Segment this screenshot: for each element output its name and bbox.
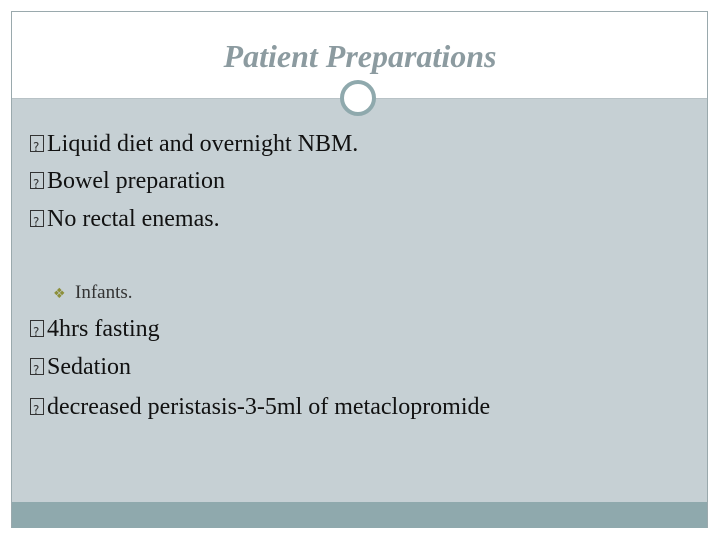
circle-ornament-icon [340, 80, 376, 116]
bullet-item [30, 315, 160, 343]
sub-bullet-text: Infants. [75, 282, 133, 303]
bullet-item [30, 353, 131, 381]
slide-title: Patient Preparations [223, 38, 497, 74]
diamond-bullet-icon: ❖ [53, 286, 66, 302]
missing-glyph-box-icon [30, 320, 44, 337]
bullet-item [30, 205, 220, 233]
bullet-text: decreased peristasis-3-5ml of metaclopromide [47, 394, 491, 420]
bullet-item [30, 130, 358, 158]
bullet-item [30, 167, 225, 195]
missing-glyph-box-icon [30, 135, 44, 152]
bullet-text: No rectal enemas. [47, 206, 220, 232]
missing-glyph-box-icon [30, 358, 44, 375]
missing-glyph-box-icon [30, 172, 44, 189]
missing-glyph-box-icon [30, 210, 44, 227]
footer-band [12, 502, 707, 528]
sub-bullet-item [53, 280, 133, 307]
bullet-text: Sedation [47, 354, 131, 380]
bullet-text: Liquid diet and overnight NBM. [47, 131, 359, 157]
bullet-text: Bowel preparation [47, 168, 225, 194]
bullet-text: 4hrs fasting [47, 316, 160, 342]
bullet-item [30, 393, 490, 421]
missing-glyph-box-icon [30, 398, 44, 415]
